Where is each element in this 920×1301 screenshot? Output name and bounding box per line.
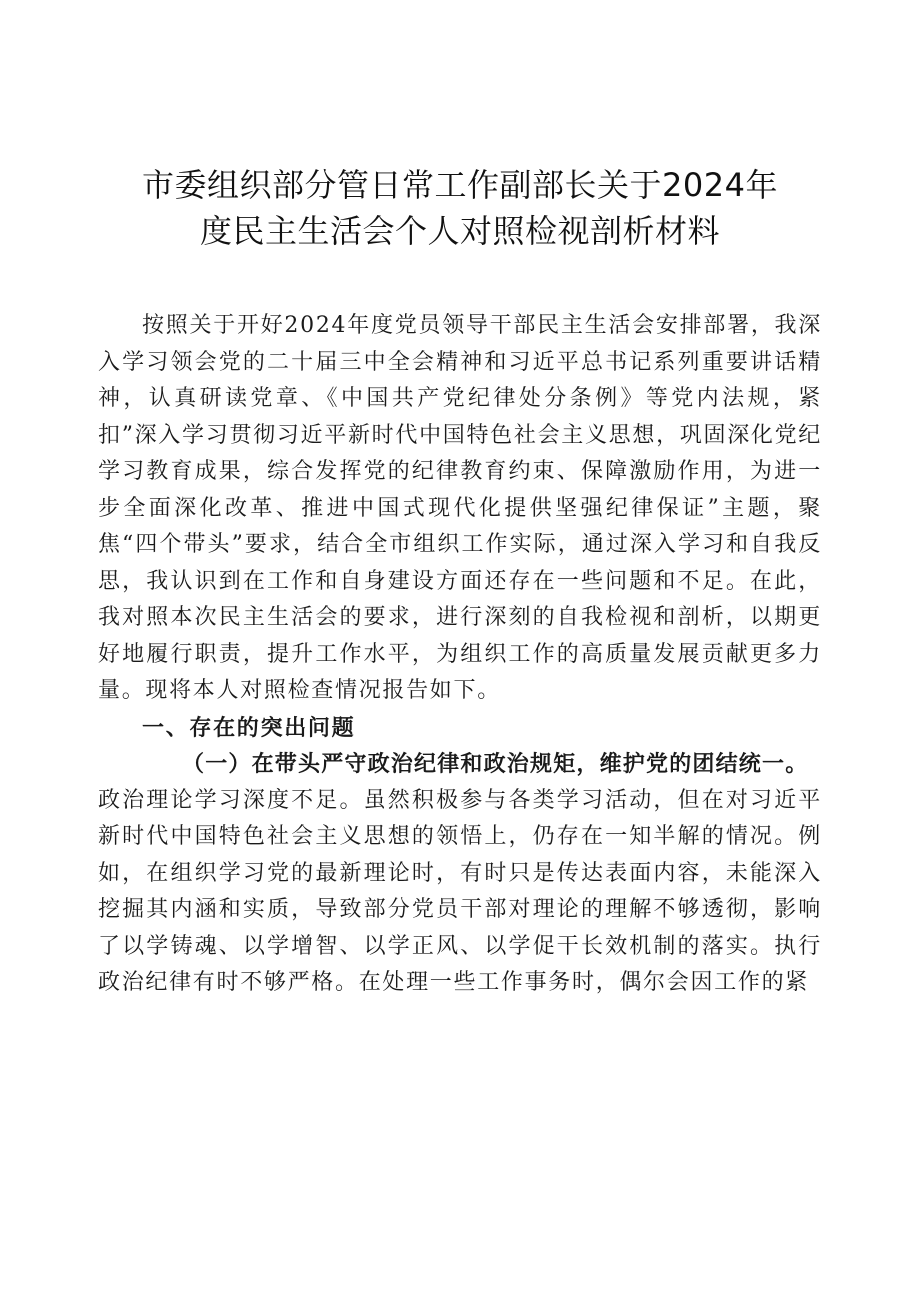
- subsection-1-body: 政治理论学习深度不足。虽然积极参与各类学习活动，但在对习近平新时代中国特色社会主义思想的领悟上，仍存在一知半解的情况。例如，在组织学习党的最新理论时，有时只是传达表面内容，未能深入挖掘其内涵和实质，导致部分党员干部对理论的理解不够透彻，影响了以学铸魂、以学增智、以学正风、以学促干长效机制的落实。执行政治纪律有时不够严格。在处理一些工作事务时，偶尔会因工作的紧: [98, 787, 822, 995]
- section-heading-1: 一、存在的突出问题: [142, 714, 356, 741]
- subsection-heading-1: （一）在带头严守政治纪律和政治规矩，维护党的团结统一。: [182, 751, 809, 777]
- document-title: [100, 162, 820, 254]
- intro-paragraph: 按照关于开好2024年度党员领导干部民主生活会安排部署，我深入学习领会党的二十届三中全会精神和习近平总书记系列重要讲话精神，认真研读党章、《中国共产党纪律处分条例》等党内法规，紧扣”深入学习贯彻习近平新时代中国特色社会主义思想，巩固深化党纪学习教育成果，综合发挥党的纪律教育约束、保障激励作用，为进一步全面深化改革、推进中国式现代化提供坚强纪律保证”主题，聚焦“四个带头”要求，结合全市组织工作实际，通过深入学习和自我反思，我认识到在工作和自身建设方面还存在一些问题和不足。在此，我对照本次民主生活会的要求，进行深刻的自我检视和剖析，以期更好地履行职责，提升工作水平，为组织工作的高质量发展贡献更多力量。现将本人对照检查情况报告如下。: [98, 313, 822, 703]
- title-line-1: 市委组织部分管日常工作副部长关于2024年: [142, 166, 778, 204]
- document-body: [98, 308, 822, 1002]
- title-line-2: 度民主生活会个人对照检视剖析材料: [199, 212, 720, 250]
